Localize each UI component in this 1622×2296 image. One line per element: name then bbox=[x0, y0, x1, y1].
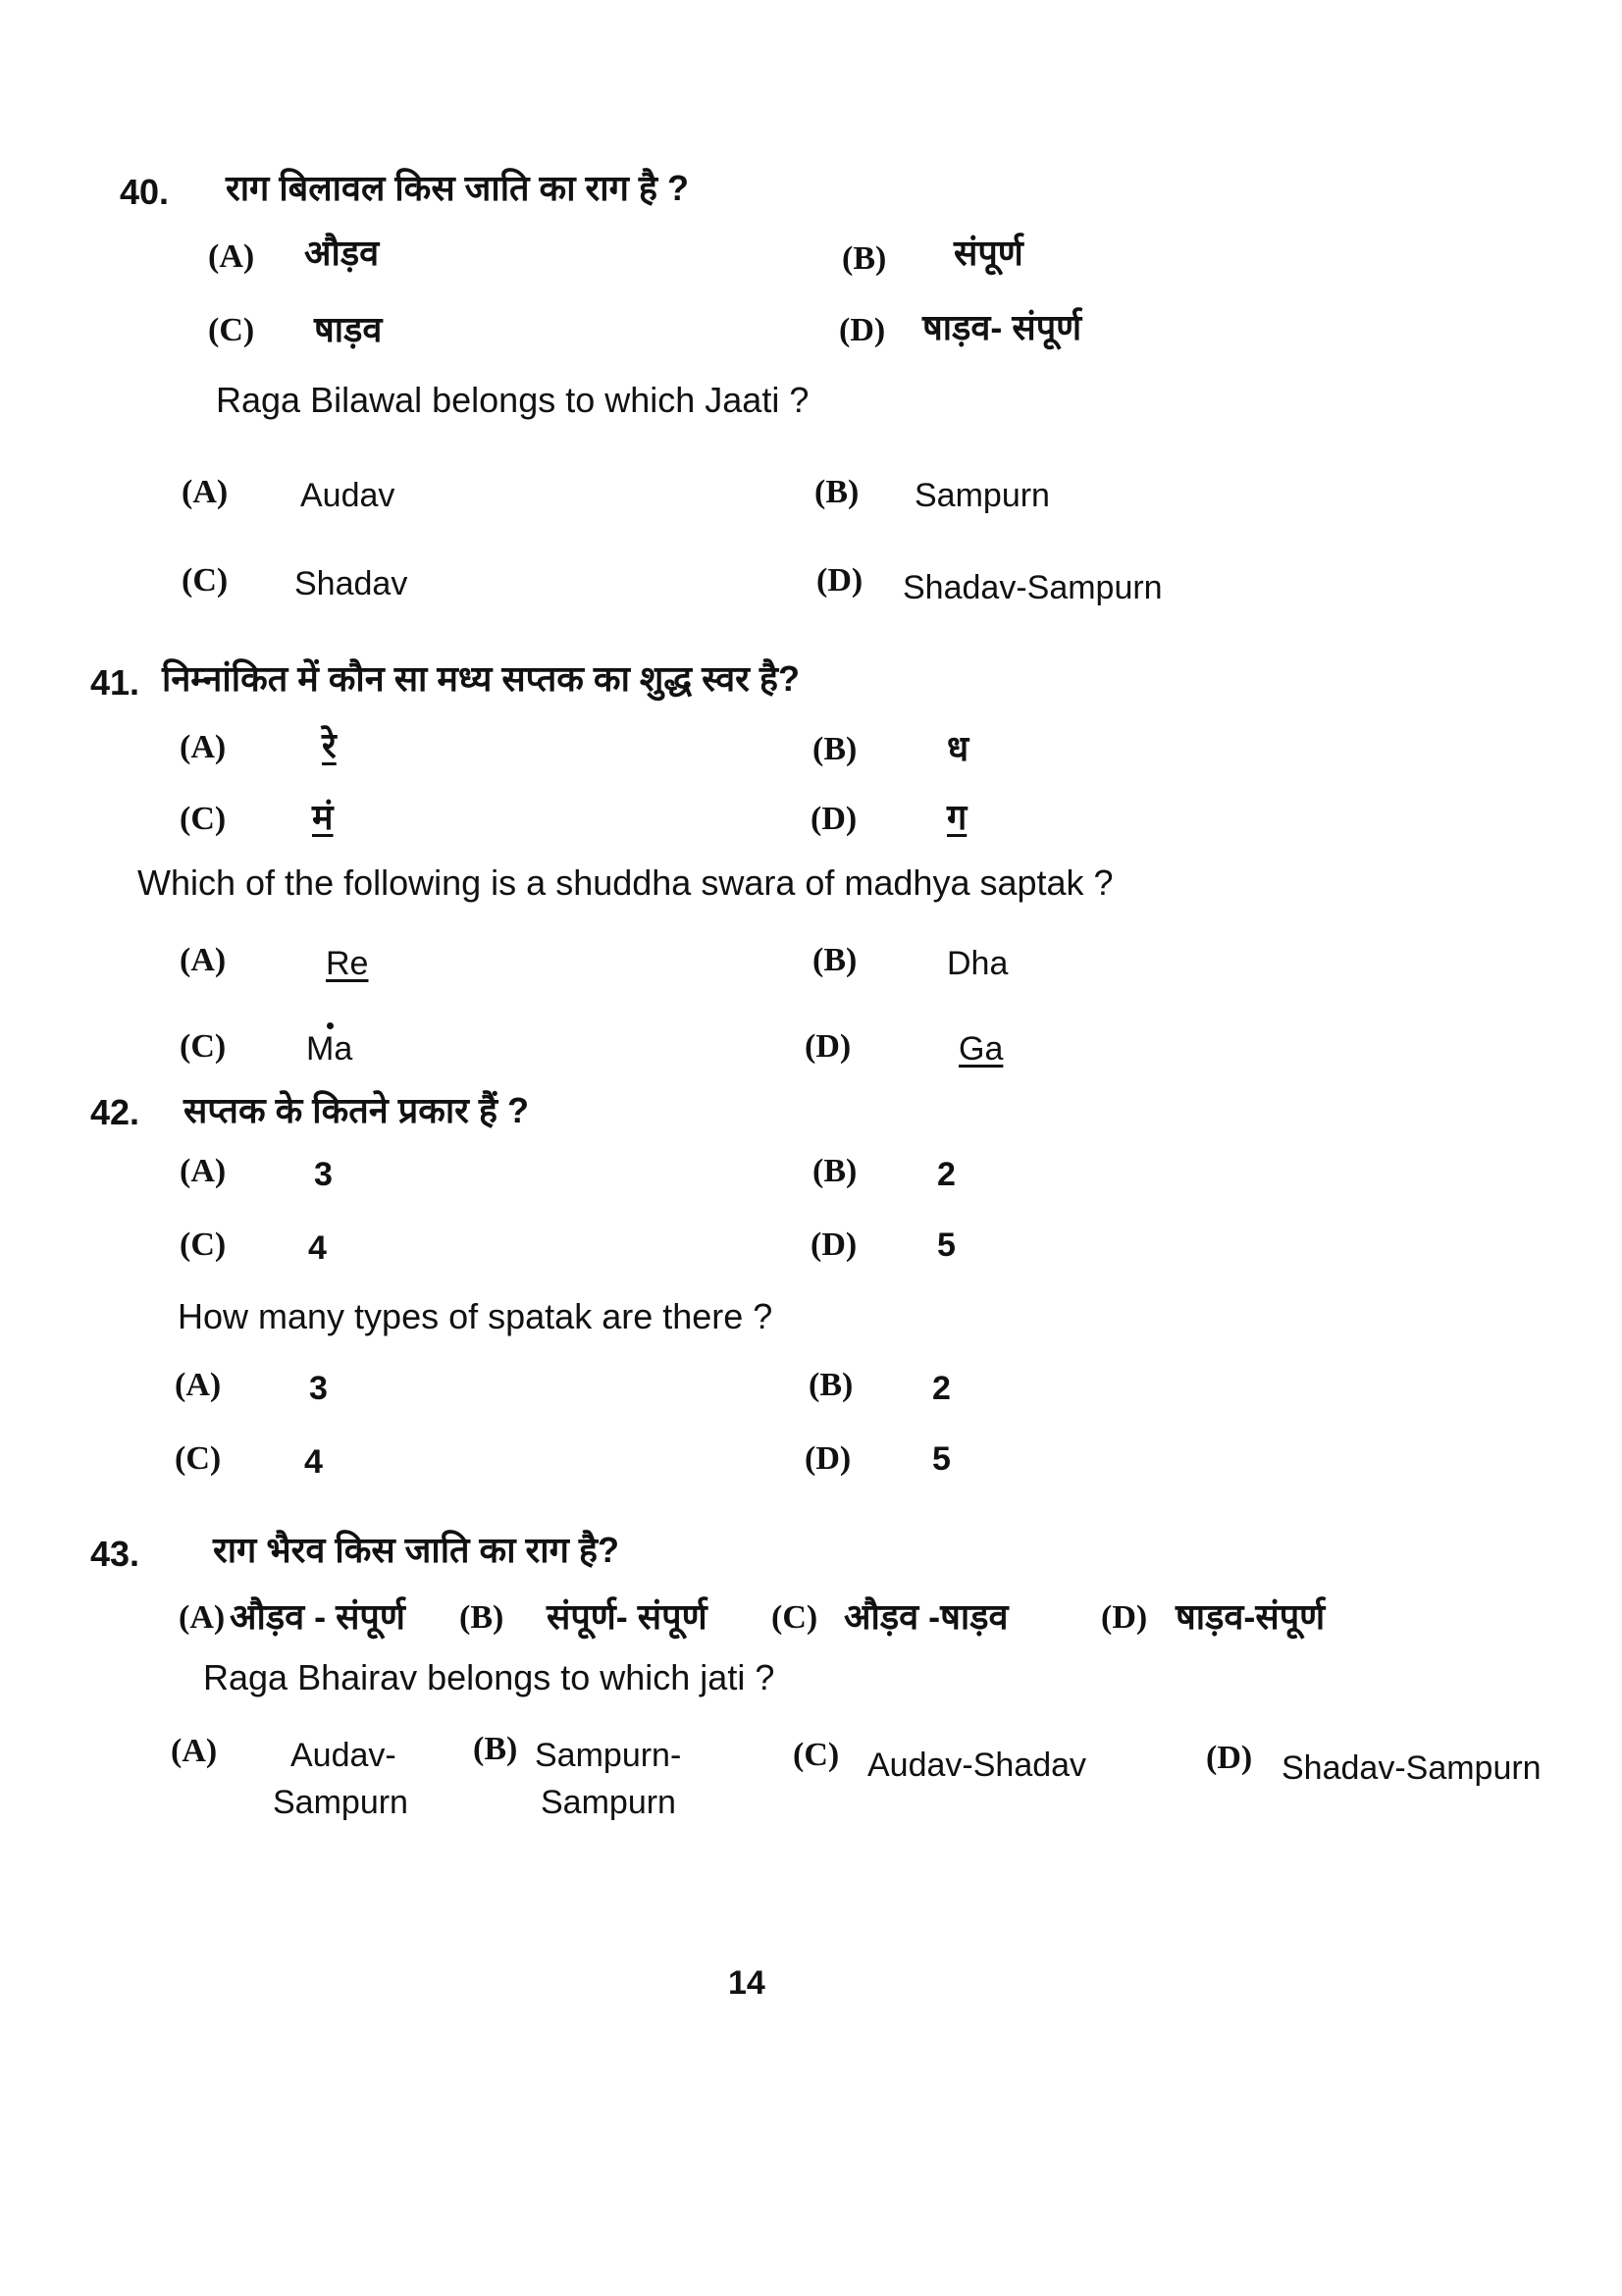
option-label: (A) bbox=[180, 729, 227, 765]
option-text: 2 bbox=[937, 1156, 956, 1193]
option-label: (C) bbox=[208, 312, 255, 348]
question-text-hindi: सप्तक के कितने प्रकार हैं ? bbox=[183, 1090, 530, 1130]
option-label: (A) bbox=[180, 942, 227, 978]
upper-octave-dot-icon bbox=[306, 1032, 352, 1066]
option-label: (A) bbox=[208, 238, 255, 275]
option-label: (C) bbox=[771, 1599, 818, 1636]
option-label: (B) bbox=[812, 942, 858, 978]
option-text-line2: Sampurn bbox=[541, 1784, 676, 1821]
question-text-hindi: निम्नांकित में कौन सा मध्य सप्तक का शुद्ध स्वर है? bbox=[162, 658, 800, 699]
option-text: षाड़व- संपूर्ण bbox=[922, 307, 1082, 347]
option-text: 5 bbox=[932, 1440, 951, 1478]
option-label: (A) bbox=[171, 1733, 218, 1769]
option-label: (B) bbox=[812, 731, 858, 767]
page-number: 14 bbox=[728, 1964, 765, 2002]
option-text: संपूर्ण bbox=[954, 233, 1023, 273]
option-label: (B) bbox=[809, 1367, 854, 1403]
question-text-hindi: राग बिलावल किस जाति का राग है ? bbox=[226, 168, 689, 208]
option-text: Shadav-Sampurn bbox=[903, 569, 1163, 606]
question-number: 41. bbox=[90, 662, 140, 703]
option-text: मं bbox=[312, 797, 334, 837]
question-text-hindi: राग भैरव किस जाति का राग है? bbox=[213, 1530, 619, 1570]
option-label: (A) bbox=[179, 1599, 226, 1636]
option-text-line2: Sampurn bbox=[273, 1784, 408, 1821]
question-text-english: Raga Bhairav belongs to which jati ? bbox=[203, 1657, 775, 1697]
option-label: (B) bbox=[814, 474, 860, 510]
question-text-english: Which of the following is a shuddha swara of madhya saptak ? bbox=[137, 862, 1114, 903]
option-text: Shadav-Sampurn bbox=[1282, 1749, 1542, 1787]
option-text: औड़व - संपूर्ण bbox=[230, 1596, 405, 1637]
option-label: (C) bbox=[180, 1226, 227, 1263]
option-text: 5 bbox=[937, 1226, 956, 1264]
option-text: ध bbox=[947, 728, 969, 768]
option-label: (D) bbox=[805, 1440, 852, 1477]
option-label: (D) bbox=[816, 562, 863, 599]
option-text bbox=[306, 1032, 352, 1066]
option-text: औड़व -षाड़व bbox=[844, 1596, 1009, 1637]
option-label: (D) bbox=[839, 312, 886, 348]
option-text: Dha bbox=[947, 945, 1009, 982]
option-label: (A) bbox=[175, 1367, 222, 1403]
option-label: (C) bbox=[180, 1028, 227, 1065]
option-text: Shadav bbox=[294, 565, 408, 602]
option-text-value: Ma bbox=[306, 1030, 353, 1068]
question-number: 42. bbox=[90, 1092, 140, 1132]
option-label: (A) bbox=[182, 474, 229, 510]
option-text: 2 bbox=[932, 1370, 951, 1407]
option-text: 4 bbox=[308, 1229, 327, 1267]
option-label: (B) bbox=[473, 1731, 518, 1767]
option-text: 3 bbox=[309, 1370, 328, 1407]
option-text: षाड़व bbox=[314, 309, 383, 349]
option-label: (D) bbox=[811, 801, 858, 837]
option-text: Sampurn- bbox=[535, 1737, 682, 1774]
option-text: Sampurn bbox=[915, 477, 1050, 514]
question-text-english: Raga Bilawal belongs to which Jaati ? bbox=[216, 380, 810, 420]
option-text: Audav- bbox=[290, 1737, 396, 1774]
option-label: (B) bbox=[459, 1599, 504, 1636]
option-text: Audav-Shadav bbox=[867, 1747, 1087, 1784]
option-label: (B) bbox=[812, 1153, 858, 1189]
option-label: (D) bbox=[1206, 1740, 1253, 1776]
question-number: 43. bbox=[90, 1534, 140, 1574]
option-text: Re bbox=[326, 945, 369, 982]
option-label: (C) bbox=[175, 1440, 222, 1477]
option-label: (B) bbox=[842, 240, 887, 277]
option-text: Audav bbox=[300, 477, 395, 514]
option-label: (C) bbox=[793, 1737, 840, 1773]
option-text: षाड़व-संपूर्ण bbox=[1176, 1596, 1326, 1637]
option-text: ग bbox=[947, 797, 968, 837]
option-label: (C) bbox=[182, 562, 229, 599]
question-number: 40. bbox=[120, 172, 170, 212]
option-text: 3 bbox=[314, 1156, 333, 1193]
option-label: (C) bbox=[180, 801, 227, 837]
option-label: (D) bbox=[811, 1226, 858, 1263]
option-label: (A) bbox=[180, 1153, 227, 1189]
option-text: औड़व bbox=[304, 233, 380, 273]
option-label: (D) bbox=[805, 1028, 852, 1065]
option-text: रे bbox=[322, 725, 337, 765]
option-label: (D) bbox=[1101, 1599, 1148, 1636]
question-text-english: How many types of spatak are there ? bbox=[178, 1296, 773, 1336]
option-text: संपूर्ण- संपूर्ण bbox=[547, 1596, 707, 1637]
option-text: 4 bbox=[304, 1443, 323, 1481]
option-text: Ga bbox=[959, 1030, 1004, 1068]
